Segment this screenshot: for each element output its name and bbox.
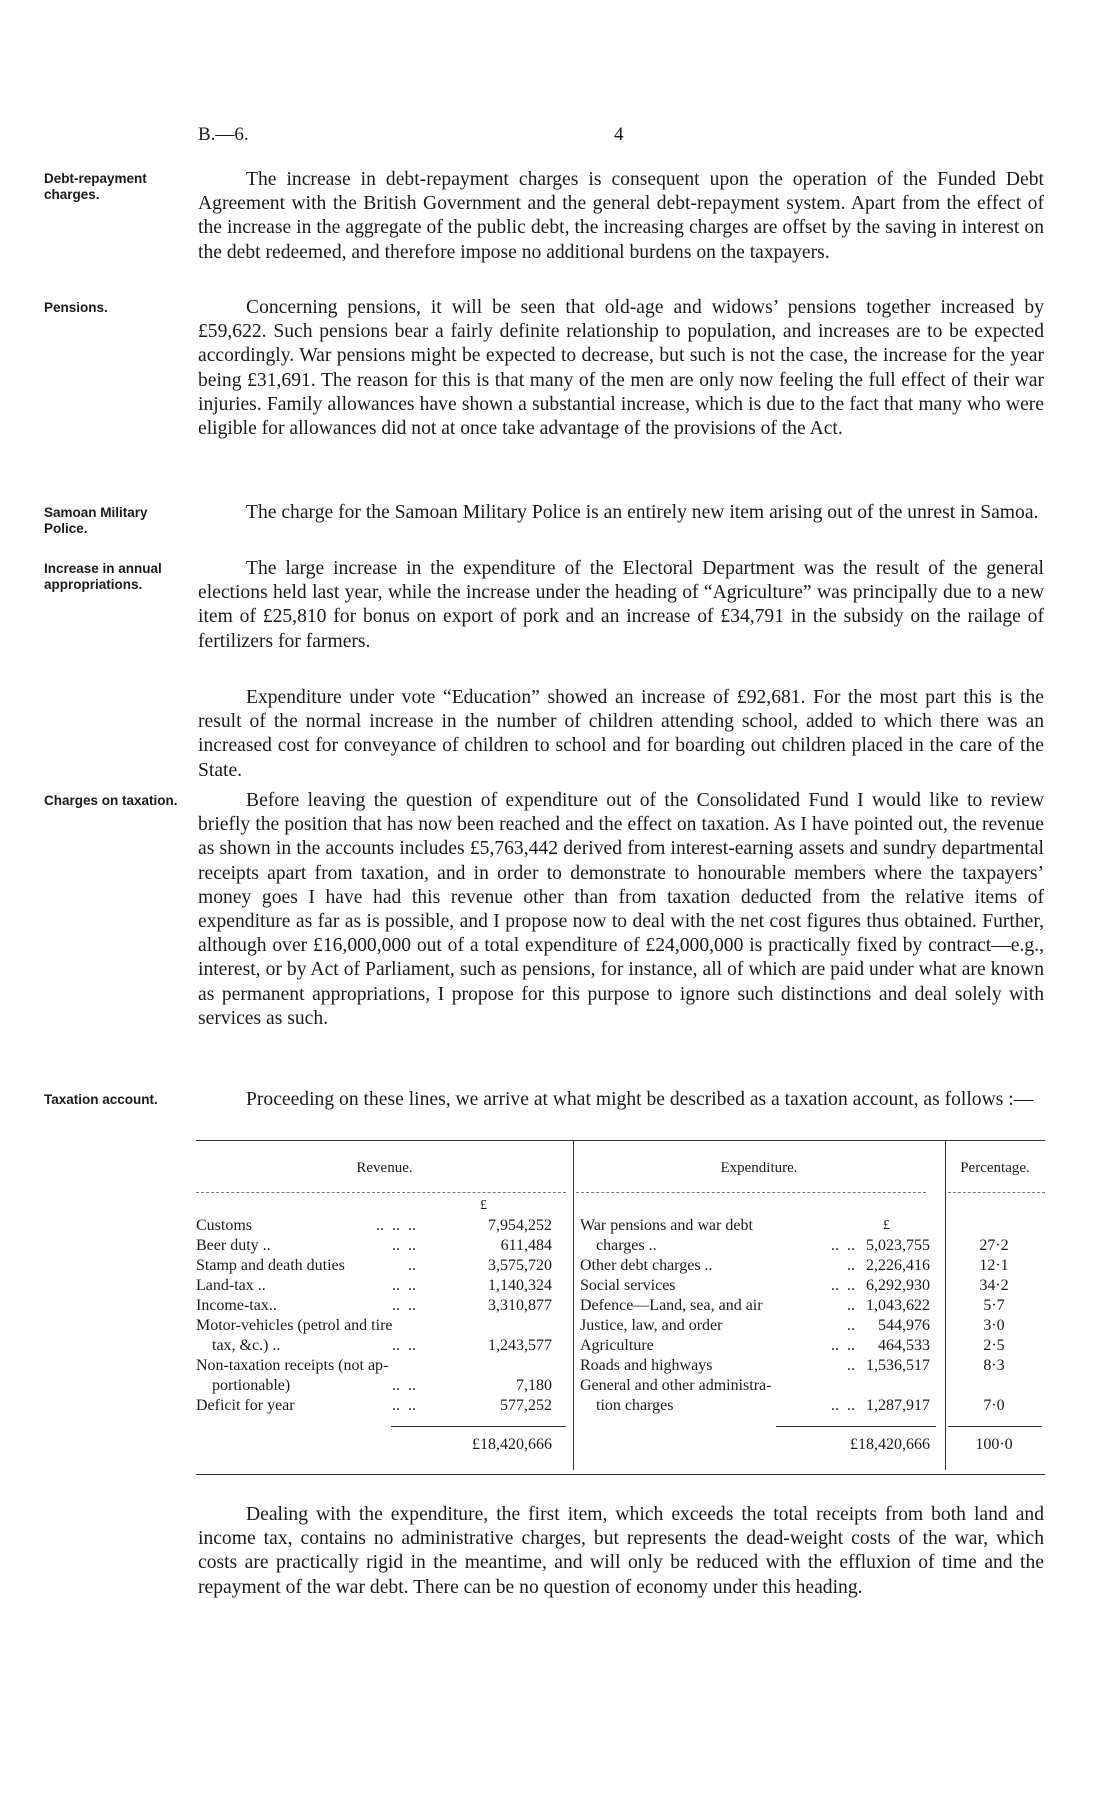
revenue-row: [196, 1296, 566, 1316]
expenditure-amount: 1,536,517: [866, 1357, 930, 1374]
expenditure-label: tion charges: [580, 1397, 674, 1414]
expenditure-leader-dots: .. ..: [831, 1237, 855, 1254]
expenditure-row: [580, 1216, 1045, 1236]
revenue-amount: 577,252: [500, 1397, 552, 1414]
revenue-leader-dots: .. ..: [392, 1337, 416, 1354]
revenue-row: [196, 1356, 566, 1376]
header-rule-expenditure: [576, 1192, 926, 1193]
expenditure-percentage: 3·0: [983, 1317, 1005, 1334]
expenditure-leader-dots: .. ..: [831, 1277, 855, 1294]
revenue-label: Beer duty ..: [196, 1237, 271, 1254]
revenue-leader-dots: .. ..: [392, 1397, 416, 1414]
page-header: [198, 124, 1038, 150]
expenditure-currency-symbol: £: [883, 1218, 890, 1233]
expenditure-leader-dots: ..: [847, 1257, 855, 1274]
revenue-label: portionable): [196, 1377, 291, 1394]
revenue-leader-dots: .. ..: [392, 1377, 416, 1394]
revenue-currency-symbol: £: [480, 1198, 487, 1213]
expenditure-label: charges ..: [580, 1237, 657, 1254]
revenue-label: Motor-vehicles (petrol and tire: [196, 1317, 393, 1334]
revenue-row: [196, 1396, 566, 1416]
table-bottom-rule: [196, 1474, 1045, 1475]
paragraph-dealing-with-expenditure: Dealing with the expenditure, the first item, which exceeds the total receipts from both land and income tax, contains no administrative charges, but represents the dead-weight costs of the war, which costs are practically rigid in the meantime, and will only be reduced with the effluxion of time and the repayment of the war debt. There can be no question of economy under this heading.: [198, 1504, 1044, 1598]
expenditure-amount: 464,533: [878, 1337, 930, 1354]
percentage-total-rule: [948, 1426, 1042, 1427]
expenditure-label: Other debt charges ..: [580, 1257, 713, 1274]
paragraph-education: Expenditure under vote “Education” showed an increase of £92,681. For the most part this is the result of the normal increase in the number of children attending school, added to which there was an increased cost for conveyance of children to school and for boarding out children placed in the care of the State.: [198, 687, 1044, 781]
header-rule-revenue: [196, 1192, 566, 1193]
expenditure-leader-dots: .. ..: [831, 1337, 855, 1354]
revenue-leader-dots: .. ..: [392, 1277, 416, 1294]
expenditure-label: War pensions and war debt: [580, 1217, 753, 1234]
revenue-amount: 611,484: [500, 1237, 552, 1254]
paragraph-pensions: Concerning pensions, it will be seen that old-age and widows’ pensions together increased by £59,622. Such pensions bear a fairly definite relationship to population, and increases are to be expected accordingly. War pensions might be expected to decrease, but such is not the case, the increase for the year being £31,691. The reason for this is that many of the men are only now feeling the full effect of their war injuries. Family allowances have shown a substantial increase, which is due to the fact that many who were eligible for allowances did not at once take advantage of the provisions of the Act.: [198, 297, 1044, 440]
margin-note-pensions: Pensions.: [44, 300, 108, 315]
expenditure-percentage: 27·2: [979, 1237, 1009, 1254]
expenditure-amount: 2,226,416: [866, 1257, 930, 1274]
expenditure-row: [580, 1256, 1045, 1276]
expenditure-label: Social services: [580, 1277, 676, 1294]
revenue-label: Non-taxation receipts (not ap-: [196, 1357, 389, 1374]
percentage-total: 100·0: [975, 1436, 1013, 1453]
revenue-row: [196, 1256, 566, 1276]
taxation-account-table: [196, 1140, 1045, 1476]
revenue-label: Stamp and death duties: [196, 1257, 345, 1274]
expenditure-leader-dots: .. ..: [831, 1397, 855, 1414]
revenue-row: [196, 1316, 566, 1336]
revenue-amount: 3,575,720: [488, 1257, 552, 1274]
header-expenditure: Expenditure.: [720, 1160, 798, 1176]
revenue-label: Customs: [196, 1217, 253, 1234]
expenditure-amount: 5,023,755: [866, 1237, 930, 1254]
expenditure-amount: 1,043,622: [866, 1297, 930, 1314]
paragraph-debt-repayment: The increase in debt-repayment charges is consequent upon the operation of the Funded Debt Agreement with the British Government and the general debt-repayment system. Apart from the effect of the increase in the aggregate of the public debt, the increasing charges are offset by the saving in interest on the debt redeemed, and therefore impose no additional burdens on the taxpayers.: [198, 169, 1044, 263]
margin-note-annual-appropriations: Increase in annual appropriations.: [44, 561, 162, 592]
revenue-leader-dots: ..: [408, 1257, 416, 1274]
revenue-total-rule: [391, 1426, 566, 1427]
expenditure-leader-dots: ..: [847, 1297, 855, 1314]
expenditure-percentage: 7·0: [983, 1397, 1005, 1414]
expenditure-total-rule: [776, 1426, 936, 1427]
revenue-label: Deficit for year: [196, 1397, 295, 1414]
expenditure-percentage: 34·2: [979, 1277, 1009, 1294]
expenditure-label: Agriculture: [580, 1337, 654, 1354]
table-top-rule: [196, 1140, 1045, 1141]
margin-note-charges-on-taxation: Charges on taxation.: [44, 793, 178, 808]
revenue-row: [196, 1376, 566, 1396]
expenditure-row: [580, 1336, 1045, 1356]
revenue-amount: 3,310,877: [488, 1297, 552, 1314]
expenditure-percentage: 5·7: [983, 1297, 1005, 1314]
expenditure-percentage: 2·5: [983, 1337, 1005, 1354]
revenue-label: tax, &c.) ..: [196, 1337, 281, 1354]
revenue-amount: 7,180: [516, 1377, 552, 1394]
revenue-label: Income-tax..: [196, 1297, 277, 1314]
expenditure-amount: 6,292,930: [866, 1277, 930, 1294]
revenue-amount: 1,140,324: [488, 1277, 552, 1294]
revenue-leader-dots: .. .. ..: [376, 1217, 416, 1234]
header-percentage: Percentage.: [960, 1160, 1030, 1176]
revenue-amount: 1,243,577: [488, 1337, 552, 1354]
paragraph-taxation-account: Proceeding on these lines, we arrive at what might be described as a taxation account, as follows :—: [246, 1089, 1034, 1110]
page-number: 4: [614, 124, 624, 145]
margin-note-samoan-police: Samoan Military Police.: [44, 505, 148, 536]
revenue-row: [196, 1276, 566, 1296]
expenditure-amount: 544,976: [878, 1317, 930, 1334]
expenditure-label: General and other administra-: [580, 1377, 772, 1394]
expenditure-label: Justice, law, and order: [580, 1317, 723, 1334]
expenditure-label: Defence—Land, sea, and air: [580, 1297, 763, 1314]
revenue-label: Land-tax ..: [196, 1277, 266, 1294]
revenue-row: [196, 1216, 566, 1236]
margin-note-debt-repayment: Debt-repayment charges.: [44, 171, 147, 202]
revenue-leader-dots: .. ..: [392, 1237, 416, 1254]
paragraph-charges-on-taxation: Before leaving the question of expenditure out of the Consolidated Fund I would like to review briefly the position that has now been reached and the effect on taxation. As I have pointed out, the revenue as shown in the accounts includes £5,763,442 derived from interest-earning assets and sundry departmental receipts apart from taxation, and in order to demonstrate to honourable members where the taxpayers’ money goes I have had this revenue other than from taxation deducted from the relative items of expenditure as far as is possible, and I propose now to deal with the net cost figures thus obtained. Further, although over £16,000,000 out of a total expenditure of £24,000,000 is practically fixed by contract—e.g., interest, or by Act of Parliament, such as pensions, for instance, all of which are paid under what are known as permanent appropriations, I propose for this purpose to ignore such distinctions and deal solely with services as such.: [198, 790, 1044, 1029]
header-rule-percentage: [948, 1192, 1045, 1193]
expenditure-row: [580, 1396, 1045, 1416]
expenditure-percentage: 8·3: [983, 1357, 1005, 1374]
header-revenue: Revenue.: [356, 1160, 413, 1176]
expenditure-leader-dots: ..: [847, 1317, 855, 1334]
document-reference: B.—6.: [198, 124, 249, 145]
expenditure-leader-dots: ..: [847, 1357, 855, 1374]
expenditure-total: £18,420,666: [850, 1436, 930, 1453]
margin-note-taxation-account: Taxation account.: [44, 1092, 158, 1107]
revenue-row: [196, 1336, 566, 1356]
expenditure-row: [580, 1296, 1045, 1316]
expenditure-percentage: 12·1: [979, 1257, 1009, 1274]
expenditure-amount: 1,287,917: [866, 1397, 930, 1414]
revenue-leader-dots: .. ..: [392, 1297, 416, 1314]
expenditure-label: Roads and highways: [580, 1357, 713, 1374]
expenditure-row: [580, 1376, 1045, 1396]
revenue-amount: 7,954,252: [488, 1217, 552, 1234]
expenditure-row: [580, 1276, 1045, 1296]
expenditure-row: [580, 1356, 1045, 1376]
revenue-row: [196, 1236, 566, 1256]
revenue-total: £18,420,666: [472, 1436, 552, 1453]
expenditure-row: [580, 1236, 1045, 1256]
paragraph-samoan-police: The charge for the Samoan Military Police is an entirely new item arising out of the unrest in Samoa.: [246, 502, 1039, 523]
table-divider-1: [573, 1140, 574, 1470]
expenditure-row: [580, 1316, 1045, 1336]
paragraph-annual-appropriations: The large increase in the expenditure of the Electoral Department was the result of the general elections held last year, while the increase under the heading of “Agriculture” was principally due to a new item of £25,810 for bonus on export of pork and an increase of £34,791 in the subsidy on the railage of fertilizers for farmers.: [198, 558, 1044, 652]
